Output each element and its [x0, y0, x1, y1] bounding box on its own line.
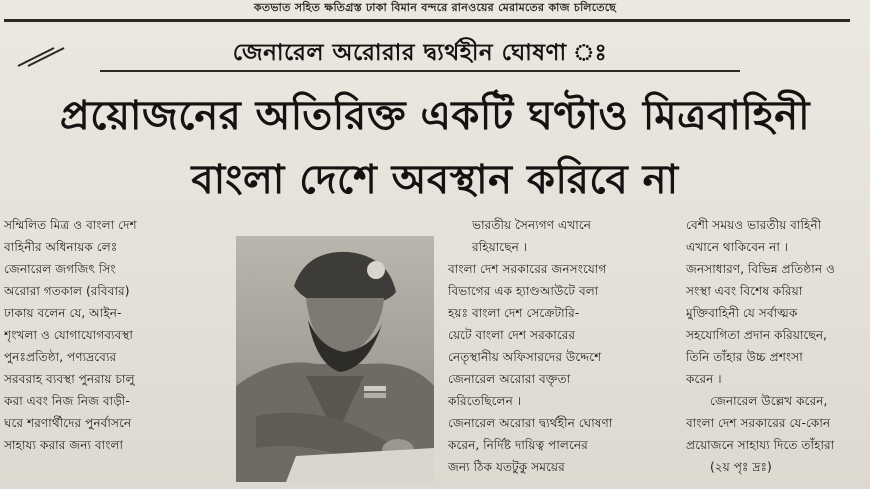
article-column-right — [686, 214, 866, 478]
article-line: বাহিনীর অধিনায়ক লেঃ — [4, 240, 118, 254]
article-line: রহিয়াছেন । — [472, 240, 528, 254]
main-headline-line-1: প্রয়োজনের অতিরিক্ত একটি ঘণ্টাও মিত্রবাহিনী — [59, 93, 811, 139]
photo-image — [236, 236, 434, 482]
article-line: এখানে থাকিবেন না । — [686, 240, 789, 254]
article-line: য়েটে বাংলা দেশ সরকারের — [448, 328, 576, 342]
article-line: সরবরাহ ব্যবস্থা পুনরায় চালু — [4, 372, 135, 386]
top-rule — [4, 19, 850, 22]
kicker-box — [100, 36, 740, 72]
article-line: অরোরা গতকাল (রবিবার) — [4, 284, 130, 298]
article-line: প্রয়োজনে সাহায্য দিতে তাঁহারা — [686, 438, 835, 452]
article-line: জেনারেল জগজিৎ সিং — [4, 262, 116, 276]
news-photo-general — [236, 236, 434, 482]
article-line: জন্য ঠিক যতটুকু সময়ের — [448, 460, 565, 474]
article-line: জনসাধারণ, বিভিন্ন প্রতিষ্ঠান ও — [686, 262, 835, 276]
continued-note: (২য় পৃঃ দ্রঃ) — [710, 460, 772, 474]
kicker-headline: জেনারেল অরোরার দ্ব্যর্থহীন ঘোষণা ঃ — [232, 40, 608, 66]
article-column-left — [4, 214, 224, 456]
article-line: ঘরে শরণার্থীদের পুনর্বাসনে — [4, 416, 132, 430]
article-line: জেনারেল উল্লেখ করেন, — [710, 394, 828, 408]
article-line: সম্মিলিত মিত্র ও বাংলা দেশ — [4, 218, 137, 232]
article-line: সংস্থা এবং বিশেষ করিয়া — [686, 284, 803, 298]
article-line: তিনি তাঁহার উচ্চ প্রশংসা — [686, 350, 803, 364]
article-line: পুনঃপ্রতিষ্ঠা, পণ্যদ্রব্যের — [4, 350, 117, 364]
article-line: ভারতীয় সৈন্যগণ এখানে — [472, 218, 592, 232]
article-line: করেন, নির্দিষ্ট দায়িত্ব পালনের — [448, 438, 588, 452]
article-line: জেনারেল অরোরা দ্ব্যর্থহীন ঘোষণা — [448, 416, 613, 430]
double-slash-mark — [14, 44, 70, 68]
article-line: বিভাগের এক হ্যাণ্ডআউটে বলা — [448, 284, 599, 298]
article-line: সাহায্য করার জন্য বাংলা — [4, 438, 124, 452]
article-line: নেতৃস্থানীয় অফিসারদের উদ্দেশে — [448, 350, 602, 364]
article-line: হয়ঃ বাংলা দেশ সেক্রেটারি- — [448, 306, 580, 320]
article-line: বাংলা দেশ সরকারের যে-কোন — [686, 416, 831, 430]
article-column-middle — [448, 214, 670, 478]
article-line: ঢাকায় বলেন যে, আইন- — [4, 306, 122, 320]
article-line: মুক্তিবাহিনী যে সর্বাত্মক — [686, 306, 798, 320]
article-line: সহযোগিতা প্রদান করিয়াছেন, — [686, 328, 827, 342]
article-line: বাংলা দেশ সরকারের জনসংযোগ — [448, 262, 607, 276]
main-headline-line-2: বাংলা দেশে অবস্থান করিবে না — [191, 157, 679, 203]
article-line: করা এবং নিজ নিজ বাড়ী- — [4, 394, 130, 408]
top-caption: কতভাত সহিত ক্ষতিগ্রস্ত ঢাকা বিমান বন্দরে রানওয়ের মেরামতের কাজ চলিতেছে — [253, 1, 617, 14]
article-line: জেনারেল অরোরা বক্তৃতা — [448, 372, 571, 386]
article-line: করেন । — [686, 372, 722, 386]
article-line: শৃংখলা ও যোগাযোগব্যবস্থা — [4, 328, 133, 342]
article-line: বেশী সময়ও ভারতীয় বাহিনী — [686, 218, 822, 232]
article-line: করিতেছিলেন । — [448, 394, 522, 408]
